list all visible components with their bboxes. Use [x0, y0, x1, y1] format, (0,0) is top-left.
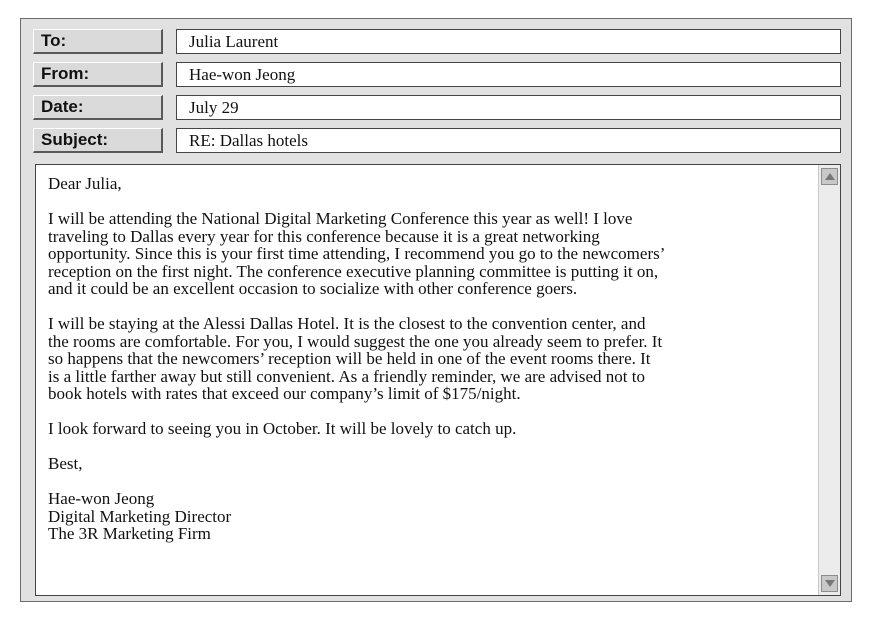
- date-row: [33, 95, 841, 120]
- signature-name: Hae-won Jeong: [48, 489, 155, 508]
- paragraph-2: [48, 315, 818, 403]
- date-field[interactable]: July 29: [176, 95, 841, 120]
- scroll-down-button[interactable]: [821, 575, 838, 592]
- text-line: I will be staying at the Alessi Dallas Hotel. It is the closest to the convention center, and: [48, 314, 646, 333]
- text-line: I look forward to seeing you in October. It will be lovely to catch up.: [48, 419, 517, 438]
- subject-row: [33, 128, 841, 153]
- text-line: and it could be an excellent occasion to socialize with other conference goers.: [48, 279, 578, 298]
- to-field[interactable]: Julia Laurent: [176, 29, 841, 54]
- arrow-up-icon: [825, 173, 835, 180]
- paragraph-3: [48, 420, 818, 438]
- subject-field[interactable]: RE: Dallas hotels: [176, 128, 841, 153]
- text-line: the rooms are comfortable. For you, I would suggest the one you already seem to prefer. It: [48, 331, 663, 351]
- message-body[interactable]: [35, 164, 841, 596]
- greeting: Dear Julia,: [48, 174, 122, 193]
- text-line: book hotels with rates that exceed our company’s limit of $175/night.: [48, 384, 521, 403]
- closing: Best,: [48, 454, 83, 473]
- date-label: Date:: [33, 95, 163, 120]
- text-line: opportunity. Since this is your first time attending, I recommend you go to the newcomers’: [48, 244, 666, 263]
- from-row: [33, 62, 841, 87]
- message-text: [48, 175, 818, 543]
- signature-company: The 3R Marketing Firm: [48, 524, 211, 543]
- text-line: traveling to Dallas every year for this conference because it is a great networking: [48, 226, 600, 246]
- email-window: [20, 18, 852, 602]
- signature-title: Digital Marketing Director: [48, 506, 232, 526]
- text-line: I will be attending the National Digital Marketing Conference this year as well! I love: [48, 209, 633, 228]
- signature: [48, 490, 818, 543]
- scroll-up-button[interactable]: [821, 168, 838, 185]
- to-label: To:: [33, 29, 163, 54]
- text-line: reception on the first night. The conference executive planning committee is putting it on,: [48, 261, 659, 281]
- from-field[interactable]: Hae-won Jeong: [176, 62, 841, 87]
- subject-label: Subject:: [33, 128, 163, 153]
- to-row: [33, 29, 841, 54]
- text-line: is a little farther away but still convenient. As a friendly reminder, we are advised not to: [48, 366, 645, 386]
- from-label: From:: [33, 62, 163, 87]
- vertical-scrollbar[interactable]: [818, 165, 840, 595]
- text-line: so happens that the newcomers’ reception will be held in one of the event rooms there. It: [48, 349, 651, 368]
- paragraph-1: [48, 210, 818, 298]
- arrow-down-icon: [825, 580, 835, 587]
